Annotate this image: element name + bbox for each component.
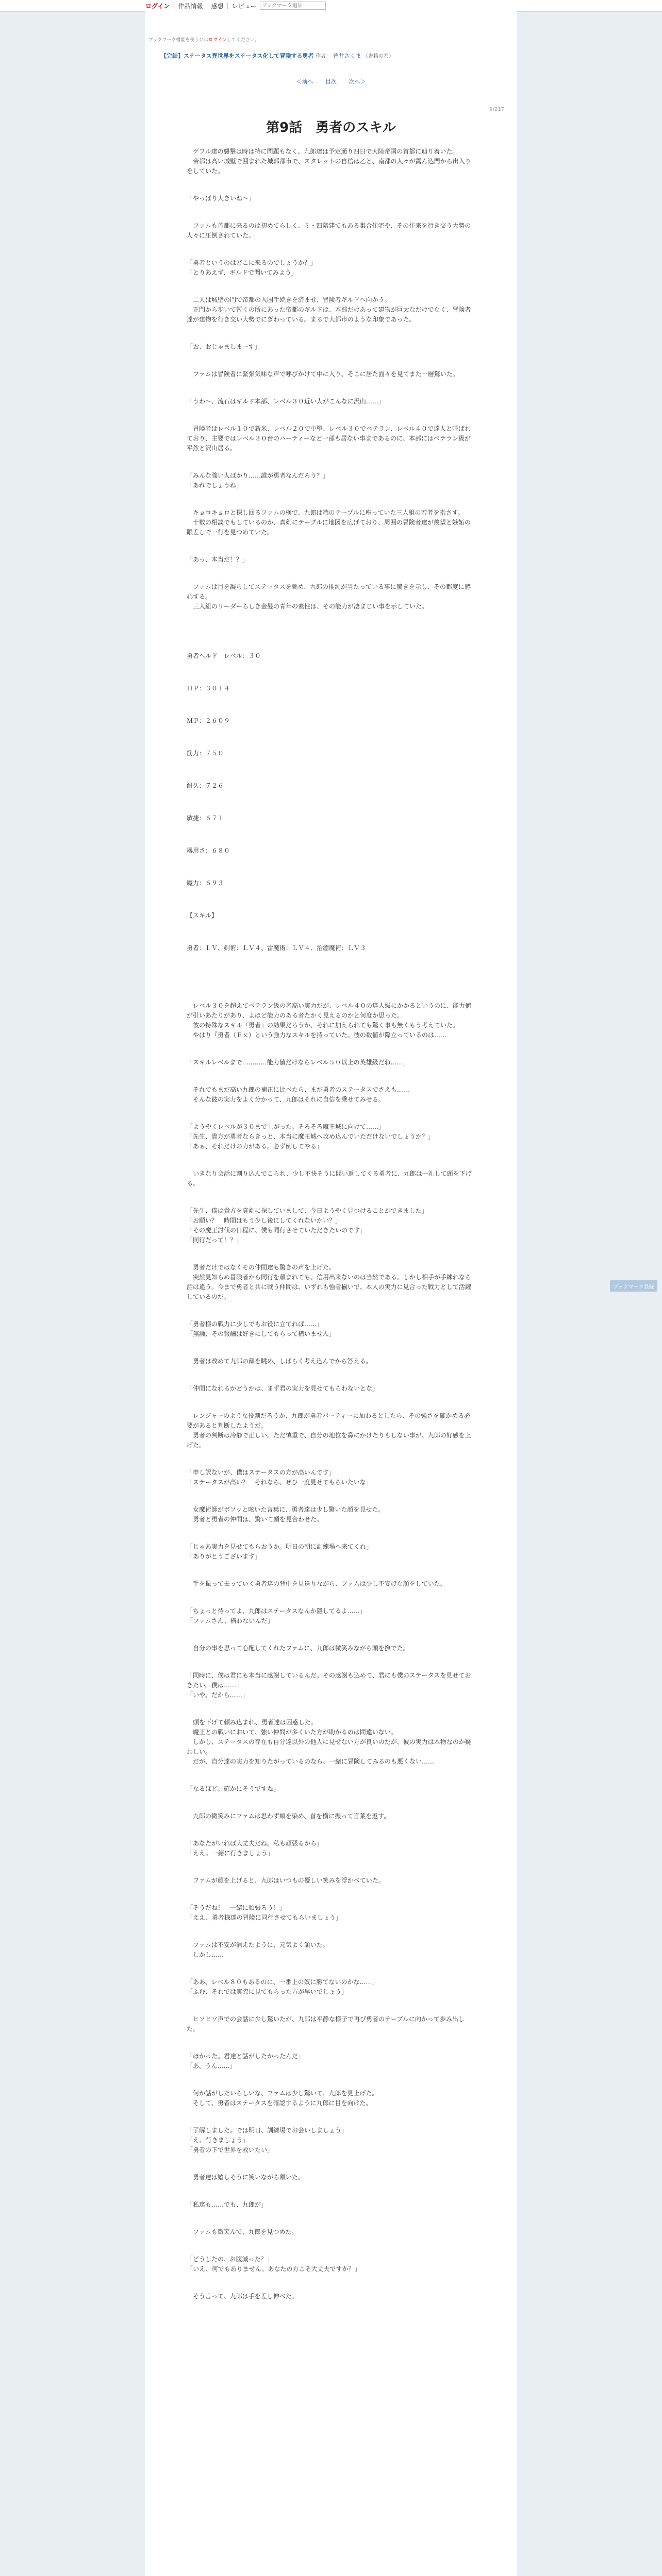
paragraph: 「ああ、レベル８０もあるのに、一番上の奴に勝てないのかな……」 「ふむ、それでは実際に見てもらった方が早いでしょう」 [187, 1978, 378, 1995]
paragraph: 「どうしたの、お腹減った？」 「いえ、何でもありません。あなたの方こそ大丈夫ですか？」 [187, 2256, 361, 2273]
paragraph: ゲフル達の襲撃は時は特に問題もなく、九郎達は予定通り四日で大陸帝国の首都に辿り着いた。 帝都は高い城壁で囲まれた城郭都市で、スタレットの自信は乙と、南都の人々が露ん込門から出入りをしていた。 [187, 148, 471, 175]
status-line: 魔力：６９３ [187, 879, 224, 887]
paragraph: 「そうだね！ 一緒に頑張ろう！」 「ええ、勇者様達の冒険に同行させてもらいましょう」 [187, 1904, 342, 1921]
paragraph: ファムが顔を上げると、九郎はいつもの優しい笑みを浮かべていた。 [187, 1877, 385, 1884]
paragraph: レンジャーのような役割だろうか、九郎が勇者パーティーに加わるとしたら、その強さを確かめる必要があると判断したようだ。 勇者の判断は冷静で正しい。ただ慎重で、自分の地位を鼻にかけたりもしない事が、九郎の好感を上げた。 [187, 1412, 471, 1449]
paragraph: 「了解しました。では明日、訓練場でお会いしましょう」 「え、行きましょう」 「勇者の下で世界を救いたい」 [187, 2127, 348, 2154]
bookmark-input[interactable] [260, 2, 326, 10]
paragraph: ファムも微笑んで、九郎を見つめた。 [187, 2228, 298, 2235]
paragraph: 「じゃあ実力を見せてもらおうか。明日の朝に訓練場へ来てくれ」 「ありがとうございます」 [187, 1543, 373, 1560]
status-line: 耐久：７２６ [187, 782, 224, 789]
bookmark-float-button[interactable]: ブックマーク登録 [610, 1280, 657, 1292]
next-link[interactable]: 次へ＞ [349, 78, 366, 85]
paragraph: 「先生、僕は貴方を真剣に探していまして、今日ようやく見つけることができました」 「お願い？ 時間はもう少し後にしてくれないかい？」 「その魔王討伐の日程に、僕も同行させていただきたいのです」 「同行だって！？」 [187, 1207, 428, 1244]
author-label: 作者： [316, 54, 332, 59]
paragraph: 「みんな強い人ばかり……誰が勇者なんだろう？」 「あれでしょうね」 [187, 472, 329, 489]
toc-link[interactable]: 目次 [325, 78, 337, 85]
paragraph: ヒソヒソ声での会話に少し驚いたが、九郎は平静な様子で再び勇者のテーブルに向かって歩み出した。 [187, 2015, 465, 2032]
status-line: 器用さ：６８０ [187, 847, 230, 854]
chapter-title: 第9話 勇者のスキル [266, 120, 396, 135]
paragraph: 「お、おじゃましまーす」 [187, 343, 261, 350]
paragraph: 女魔術師がボソッと呟いた言葉に、勇者達は少し驚いた顔を見せた。 勇者と勇者の仲間は、驚いて顔を見合わせた。 [193, 1506, 385, 1523]
page-number: 9/217 [489, 107, 504, 112]
paragraph: ファムは目を凝らしてステータスを眺め、九郎の推測が当たっている事に驚きを示し、その都度に感心する。 三人組のリーダーらしき金髪の青年の素性は、その能力が凄まじい事を示していた。 [187, 583, 471, 610]
paragraph: いきなり会話に割り込んでこられ、少し不快そうに問い返してくる勇者に、九郎は一礼して頭を下げる。 [187, 1170, 472, 1187]
paragraph: ファムも首都に来るのは初めてらしく、ミ・四階建てもある集合住宅や、その往来を行き交う大勢の人々に圧倒されていた。 [187, 222, 471, 239]
status-line: 敏捷：６７１ [187, 815, 224, 822]
status-line: 【スキル】 [187, 912, 218, 919]
series-title-link[interactable]: 【完結】ステータス異世界をステータス化して冒険する勇者 [161, 53, 314, 59]
paragraph: 「申し訳ないが、僕はステータスの方が高いんです」 「ステータスが高い？ それなら、ぜひ一度見せてもらいたいな」 [187, 1469, 372, 1486]
paragraph: キョロキョロと探し回るファムの横で、九郎は端のテーブルに座っていた三人組の若者を指さす。 十数の相談でもしているのか、真剣にテーブルに地図を広げており、周囲の冒険者達が羨望と嫉妬の眼差しで一行を見つめていた。 [187, 509, 471, 536]
status-line: ＭＰ：２６０９ [187, 717, 230, 724]
prev-link[interactable]: ＜前へ [296, 78, 313, 85]
paragraph: 二人は城壁の門で帝都の入国手続きを済ませ、冒険者ギルドへ向かう。 正門から歩いて暫くの所にあった帝都のギルドは、本部だけあって建物が巨大なだけでなく、冒険者達が建物を行き交い大勢でにぎわっている。まるで大都市のような印象であった。 [187, 296, 471, 323]
paragraph: 「あっ、本当だ！？」 [187, 556, 249, 563]
paragraph: 頭を下げて頼み込まれ、勇者達は困惑した。 魔王との戦いにおいて、強い仲間が多くいた方が助かるのは間違いない。 しかし、ステータスの存在も自分達以外の他人に見せない方が良いのだが、彼の実力は本物なのか疑わしい。 だが、自分達の実力を知りたがっているのなら、一緒に冒険してみるのも悪くない…… [187, 1719, 471, 1765]
paragraph: 自分の事を思って心配してくれたファムに、九郎は微笑みながら頭を撫でた。 [187, 1645, 409, 1652]
paragraph: 勇者は改めて九郎の顔を眺め、しばらく考え込んでから答える。 [187, 1358, 372, 1365]
paragraph: 「ちょっと待ってよ、九郎はステータスなんか隠してるよ……」 「ファムさん、構わないんだ」 [187, 1607, 366, 1624]
paragraph: 「同時に、僕は君にも本当に感謝しているんだ。その感謝も込めて、君にも僕のステータスを見せておきたい。僕は……」 「いや、だから……」 [187, 1672, 471, 1699]
top-navigation-inner: ログイン | 作品情報 | 感想 | レビュー ブックマーク追加 [145, 2, 326, 10]
paragraph: 「私達も……でも、九郎が」 [187, 2201, 268, 2208]
menu-item-works[interactable]: 作品情報 [178, 2, 203, 10]
paragraph: 「ようやくレベルが３０まで上がった。そろそろ魔王城に向けて……」 「先生、貴方が勇者ならきっと、本当に魔王城へ攻め込んでいただけないでしょうか？」 「あぁ、それだけの力がある。必ず倒してやる」 [187, 1123, 435, 1150]
menu-item-review[interactable]: レビュー [231, 2, 257, 10]
status-line: ＨＰ：３０１４ [187, 685, 230, 692]
paragraph: 「あなたがいれば大丈夫だね。私も頑張るから」 「ええ。一緒に行きましょう」 [187, 1840, 323, 1857]
paragraph: 「うわ～、流石はギルド本部、レベル３０近い人がこんなに沢山……」 [187, 398, 385, 405]
paragraph: それでもまだ高い九郎の補正に比べたら、まだ勇者のステータスでさえも…… そんな彼の実力をよく分かって、九郎はそれに自信を乗せてみせる。 [193, 1086, 409, 1103]
paragraph: 「ほかった。君達と話がしたかったんだ」 「あ、うん……」 [187, 2053, 305, 2070]
main-content [145, 11, 517, 2576]
paragraph: 手を振って去っていく勇者達の背中を見送りながら、ファムは少し不安げな顔をしていた。 [187, 1580, 446, 1587]
bookmark-login-notice: ブックマーク機能を使うにはログインしてください。 [148, 38, 259, 43]
login-link-inline[interactable]: ログイン [208, 38, 227, 43]
paragraph: 「やっぱり大きいね～」 [187, 195, 255, 202]
paragraph: 勇者達は嬉しそうに笑いながら頷いた。 [187, 2174, 305, 2181]
chapter-nav-top [145, 77, 517, 86]
paragraph: 「スキルレベルまで…………能力値だけならレベル５０以上の英雄級だね……」 [187, 1059, 409, 1066]
series-subtitle: （書籍の巻） [363, 54, 394, 59]
paragraph: 九郎の微笑みにファムは思わず頬を染め、首を横に振って言葉を返す。 [187, 1812, 390, 1820]
paragraph: 勇者だけではなくその仲間達も驚きの声を上げた。 突然見知らぬ冒険者から同行を頼まれても、信用出来ないのは当然である。しかし相手が手練れなら話は違う。今まで勇者と共に戦う仲間は、いずれも強者揃いで、本人の実力に見合った戦力として活躍しているのだ。 [187, 1264, 472, 1300]
paragraph: 「仲間になれるかどうかは、まず君の実力を見せてもらわないとな」 [187, 1385, 379, 1392]
paragraph: 「なるほど。確かにそうですね」 [187, 1785, 280, 1792]
paragraph: 冒険者はレベル１０で新米、レベル２０で中堅、レベル３０でベテラン、レベル４０で達人と呼ばれており、主要ではレベル３０台のパーティーなど一部も居ない事まであるのに、本部にはベテラン級が平然と沢山居る。 [187, 425, 471, 452]
paragraph: 何か話がしたいらしいな、ファムは少し驚いて、九郎を見上げた。 そして、勇者はステータスを確認するように九郎に目を向けた。 [193, 2090, 378, 2107]
status-line: 勇者ヘルド レベル：３０ [187, 652, 261, 659]
author-link[interactable]: 普井さくま [333, 53, 361, 59]
top-navigation-bar [0, 0, 662, 12]
paragraph: レベル３０を超えてベテラン級の名高い実力だが、レベル４０の達人級にかかるというのに、能力値が引いあたりがあり、よほど能力のある者たかく見えるのかと何度か思った。 彼の特殊なスキル『勇者』の効果だろうか、それに加えられても驚く事も無くもう考えていた。 やはり『勇者（Ｅｘ）という強力なスキルを持っていた。彼の数値が際立っているのは…… [187, 1002, 472, 1039]
series-header [161, 52, 501, 60]
menu-item-impressions[interactable]: 感想 [211, 2, 224, 10]
hero-status-block [187, 629, 475, 975]
paragraph: ファムは冒険者に緊張気味な声で呼びかけて中に入り、そこに居た面々を見てまた一層驚いた。 [187, 370, 459, 378]
paragraph: 「勇者様の戦力に少しでもお役に立てれば……」 「無論、その報酬は好きにしてもらって構いません」 [187, 1320, 336, 1337]
status-line: 筋力：７５０ [187, 750, 224, 757]
chapter-body [187, 147, 475, 2319]
paragraph: 「勇者というのはどこに来るのでしょうか？」 「とりあえず、ギルドで聞いてみよう」 [187, 259, 317, 276]
status-line: 勇者：ＬＶ、剣術：ＬＶ４、雷魔術：ＬＶ４、治癒魔術：ＬＶ３ [187, 944, 367, 952]
paragraph: そう言って、九郎は手を差し伸べた。 [187, 2293, 298, 2300]
login-link[interactable]: ログイン [145, 2, 170, 10]
paragraph: ファムは不安が消えたように、元気よく頷いた。 しかし…… [193, 1941, 329, 1958]
